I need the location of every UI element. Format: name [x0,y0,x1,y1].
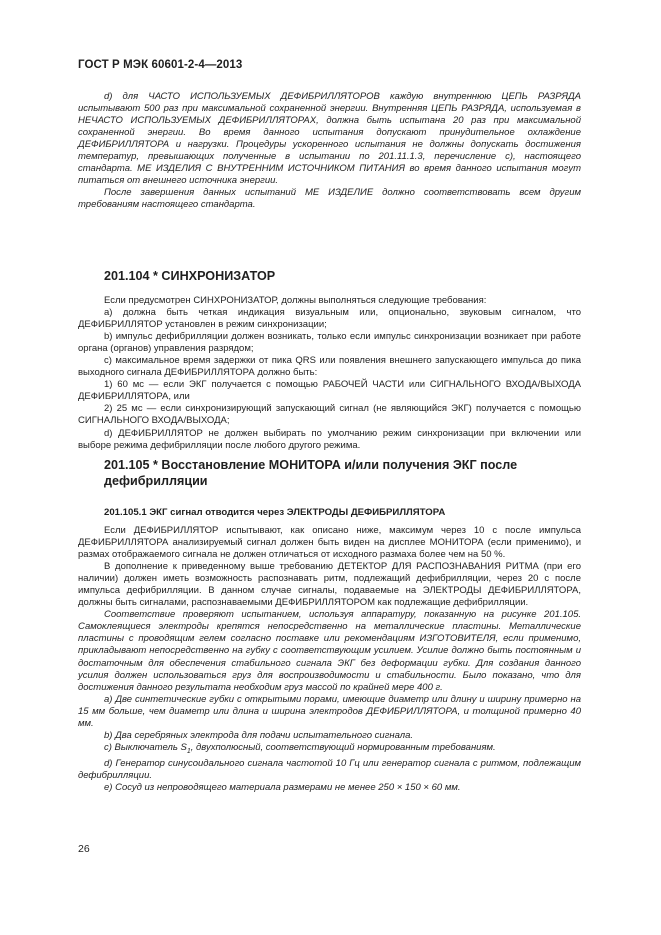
item-c-text: c) Выключатель S [104,741,187,753]
list-item: a) Две синтетические губки с открытыми порами, имеющие диаметр или длину и ширину примерно на 15 мм больше, чем диаметр или длина и ширина электродов ДЕФИБРИЛЛЯТОРА, и толщиной примерно 40 мм. [78,693,581,729]
subscript: 1 [186,747,191,755]
section-heading-201-104: 201.104 * СИНХРОНИЗАТОР [104,269,276,283]
paragraph: d) для ЧАСТО ИСПОЛЬЗУЕМЫХ ДЕФИБРИЛЛЯТОРОВ каждую внутреннюю ЦЕПЬ РАЗРЯДА испытывают 500 раз при максимальной сохраненной энергии. Внутренняя ЦЕПЬ РАЗРЯДА, используемая в НЕЧАСТО ИСПОЛЬЗУЕМЫХ ДЕФИБРИЛЛЯТОРАХ, должна быть испытана 20 раз при максимальной сохраненной энергии. Во время данного испытания допускают принудительное охлаждение ДЕФИБРИЛЛЯТОРА и нагрузки. Процедуры ускоренного испытания не должны допускать достижения температур, превышающих полученные в испытании по 201.11.1.3, перечисление с), настоящего стандарта. МЕ ИЗДЕЛИЯ С ВНУТРЕННИМ ИСТОЧНИКОМ ПИТАНИЯ во время данного испытания могут питаться от внешнего источника энергии. [78,91,581,187]
running-header: ГОСТ Р МЭК 60601-2-4—2013 [78,59,243,71]
page-number: 26 [78,843,90,855]
paragraph: Если ДЕФИБРИЛЛЯТОР испытывают, как описано ниже, максимум через 10 с после импульса ДЕФИБРИЛЛЯТОРА анализируемый сигнал должен быть виден на дисплее МОНИТОРА (если применимо), и размах отображаемого сигнала не должен отличаться от исходного размаха более чем на 50 %. [78,525,581,561]
list-item: d) Генератор синусоидального сигнала частотой 10 Гц или генератор сигнала с ритмом, подлежащим дефибрилляции. [78,757,581,781]
paragraph: Соответствие проверяют испытанием, используя аппаратуру, показанную на рисунке 201.105. Самоклеящиеся электроды крепятся непосредственно на металлические пластины. Металлические пластины с проводящим гелем согласно поставке или рекомендациям ИЗГОТОВИТЕЛЯ, если применимо, прикладывают непосредственно на губку с соответствующим усилием. Усилие должно быть постоянным и достаточным для обеспечения стабильного сигнала ЭКГ без деформации губки. Для создания данного усилия должен использоваться груз для воспроизводимости и стабильности. Было показано, что для достижения данного результата необходим груз массой по крайней мере 400 г. [78,609,581,693]
paragraph: В дополнение к приведенному выше требованию ДЕТЕКТОР ДЛЯ РАСПОЗНАВАНИЯ РИТМА (при его наличии) должен иметь возможность распознавать ритм, подлежащий дефибрилляции, через 20 с после импульса дефибрилляции. В данном случае сигналы, подаваемые на ЭЛЕКТРОДЫ ДЕФИБРИЛЛЯТОРА, должны быть сигналами, распознаваемыми ДЕФИБРИЛЛЯТОРОМ как подлежащие дефибрилляции. [78,561,581,609]
list-item: 1) 60 мс — если ЭКГ получается с помощью РАБОЧЕЙ ЧАСТИ или СИГНАЛЬНОГО ВХОДА/ВЫХОДА ДЕФИБРИЛЛЯТОРА, или [78,379,581,403]
list-item [78,742,581,758]
paragraph: После завершения данных испытаний МЕ ИЗДЕЛИЕ должно соответствовать всем другим требованиям настоящего стандарта. [78,187,581,211]
list-item: d) ДЕФИБРИЛЛЯТОР не должен выбирать по умолчанию режим синхронизации при включении или выборе режима дефибрилляции после любого другого режима. [78,427,581,451]
list-item: a) должна быть четкая индикация визуальным или, опционально, звуковым сигналом, что ДЕФИБРИЛЛЯТОР установлен в режим синхронизации; [78,307,581,331]
continued-text-block [78,91,581,211]
section-201-104-body [78,295,581,452]
item-c-rest: , двухполюсный, соответствующий нормированным требованиям. [190,741,496,753]
subsection-heading-201-105-1: 201.105.1 ЭКГ сигнал отводится через ЭЛЕКТРОДЫ ДЕФИБРИЛЛЯТОРА [104,507,446,518]
paragraph: Если предусмотрен СИНХРОНИЗАТОР, должны выполняться следующие требования: [104,295,487,306]
list-item: b) Два серебряных электрода для подачи испытательного сигнала. [104,729,414,741]
section-201-105-body [78,525,581,794]
list-item: с) максимальное время задержки от пика QRS или появления внешнего запускающего импульса до пика выходного сигнала ДЕФИБРИЛЛЯТОРА должно быть: [78,355,581,379]
section-heading-201-105: 201.105 * Восстановление МОНИТОРА и/или получения ЭКГ после дефибрилляции [104,458,518,489]
list-item: e) Сосуд из непроводящего материала размерами не менее 250 × 150 × 60 мм. [104,781,461,793]
list-item: 2) 25 мс — если синхронизирующий запускающий сигнал (не являющийся ЭКГ) получается с помощью СИГНАЛЬНОГО ВХОДА/ВЫХОДА; [78,403,581,427]
list-item: b) импульс дефибрилляции должен возникать, только если импульс синхронизации возникает при работе органа (органов) управления разрядом; [78,331,581,355]
